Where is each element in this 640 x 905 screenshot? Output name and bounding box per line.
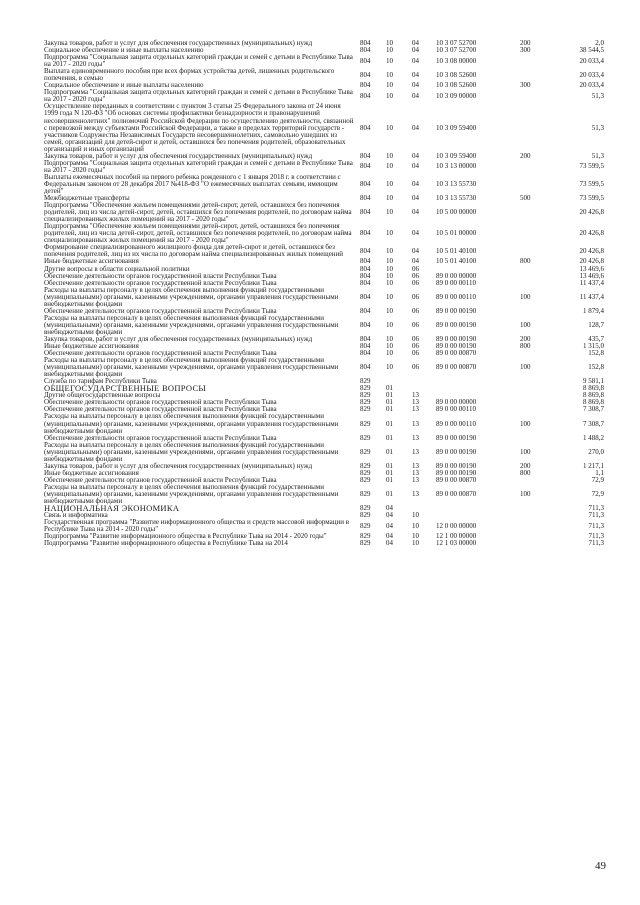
cell-rz: 10: [386, 208, 393, 217]
cell-name: Обеспечение деятельности органов государственной власти Республики Тыва: [44, 271, 277, 280]
cell-sum: 20 033,4: [579, 56, 604, 65]
cell-name: Обеспечение деятельности органов государственной власти Республики Тыва: [44, 306, 277, 315]
cell-rz: 10: [386, 292, 393, 301]
cell-name: Обеспечение деятельности органов государственной власти Республики Тыва: [44, 475, 277, 484]
cell-rz: 10: [386, 334, 393, 343]
cell-vr: 200: [520, 151, 531, 160]
cell-pr: 13: [412, 461, 419, 470]
cell-name: Подпрограмма "Обеспечение жильем помещениями детей-сирот, детей, оставшихся без попечения родителей, лиц из числа детей-сирот, детей, оставшихся без попечения родителей, по договорам найма специализированных жилых помещений на 2017 - 2020 годы": [44, 201, 352, 224]
cell-vr: 500: [520, 194, 531, 203]
cell-vr: 100: [520, 419, 531, 428]
cell-sum: 8 869,8: [583, 384, 604, 393]
cell-pr: 13: [412, 433, 419, 442]
cell-name: Обеспечение деятельности органов государственной власти Республики Тыва: [44, 433, 277, 442]
cell-name: Государственная программа "Развитие информационного общества и средств массовой информации в Республике Тыва на 2014 - 2020 годы": [44, 518, 350, 534]
cell-sum: 20 033,4: [579, 81, 604, 90]
cell-pr: 04: [412, 91, 419, 100]
cell-name: Формирование специализированного жилищного фонда для детей-сирот и детей, оставшихся без попечения родителей, лиц из их числа по договорам найма специализированных жилых помещений: [44, 243, 344, 259]
cell-name: Иные бюджетные ассигнования: [44, 342, 139, 351]
cell-sum: 73 599,5: [579, 194, 604, 203]
cell-rz: 01: [386, 490, 393, 498]
cell-pr: 13: [412, 405, 419, 414]
cell-pr: 04: [412, 257, 419, 266]
cell-sum: 2,0: [595, 39, 604, 47]
cell-rz: 01: [386, 405, 393, 414]
cell-csr: 10 3 08 52600: [436, 70, 477, 79]
cell-name: Обеспечение деятельности органов государственной власти Республики Тыва: [44, 405, 277, 414]
cell-rz: 01: [386, 419, 393, 428]
cell-name: Расходы на выплаты персоналу в целях обеспечения выполнения функций государственными (муниципальными) органами, казенными учреждениями, органами управления государственными внебюджетными фондами: [44, 356, 339, 379]
cell-csr: 89 0 00 00870: [436, 490, 477, 498]
cell-rz: 01: [386, 398, 393, 407]
cell-rz: 10: [386, 162, 393, 171]
cell-csr: 10 3 13 00000: [436, 162, 477, 171]
cell-pr: 06: [412, 334, 419, 343]
cell-csr: 10 5 00 00000: [436, 208, 477, 217]
table-row: [44, 315, 604, 336]
cell-pr: 06: [412, 264, 419, 273]
cell-name: Выплаты ежемесячных пособий на первого ребенка рожденного с 1 января 2018 г. в соответствии с Федеральным законом от 28 декабря 2017 №418-ФЗ "О ежемесячных выплатах семьям, имеющим детей": [44, 172, 341, 195]
cell-csr: 10 3 07 52700: [436, 39, 477, 47]
cell-ved: 804: [360, 162, 371, 171]
cell-name: Социальное обеспечение и иные выплаты населению: [44, 81, 204, 90]
cell-csr: 89 0 00 00190: [436, 461, 477, 470]
cell-csr: 89 0 00 00190: [436, 334, 477, 343]
cell-name: Подпрограмма "Социальная защита отдельных категорий граждан и семей с детьми в Республике Тыва на 2017 - 2020 годы": [44, 158, 353, 174]
cell-sum: 51,3: [591, 91, 604, 100]
cell-csr: 10 3 08 52600: [436, 81, 477, 90]
cell-ved: 829: [360, 377, 371, 386]
cell-sum: 711,3: [588, 504, 604, 513]
cell-rz: 10: [386, 179, 393, 188]
table-row: [44, 484, 604, 505]
cell-sum: 711,3: [588, 521, 604, 530]
cell-sum: 8 869,8: [583, 398, 604, 407]
cell-pr: 06: [412, 349, 419, 358]
cell-name: Закупка товаров, работ и услуг для обеспечения государственных (муниципальных) нужд: [44, 334, 313, 343]
cell-ved: 804: [360, 81, 371, 90]
cell-rz: 10: [386, 151, 393, 160]
cell-name: Социальное обеспечение и иные выплаты населению: [44, 46, 204, 55]
cell-vr: 300: [520, 81, 531, 90]
cell-name: Расходы на выплаты персоналу в целях обеспечения выполнения функций государственными (муниципальными) органами, казенными учреждениями, органами управления государственными внебюджетными фондами: [44, 440, 339, 463]
cell-pr: 13: [412, 490, 419, 498]
cell-vr: 800: [520, 468, 531, 477]
cell-ved: 804: [360, 264, 371, 273]
cell-pr: 13: [412, 475, 419, 484]
cell-pr: 04: [412, 162, 419, 171]
table-row: [44, 54, 604, 68]
cell-pr: 13: [412, 447, 419, 456]
cell-sum: 11 437,4: [579, 278, 604, 287]
cell-name: Иные бюджетные ассигнования: [44, 257, 139, 266]
cell-ved: 804: [360, 349, 371, 358]
cell-rz: 10: [386, 264, 393, 273]
cell-pr: 06: [412, 278, 419, 287]
cell-pr: 06: [412, 306, 419, 315]
cell-csr: 10 5 01 40100: [436, 246, 477, 255]
cell-ved: 829: [360, 504, 371, 513]
cell-rz: 10: [386, 91, 393, 100]
cell-sum: 20 426,8: [579, 257, 604, 266]
cell-csr: 89 0 00 00110: [436, 419, 476, 428]
cell-csr: 12 1 03 00000: [436, 539, 477, 548]
cell-ved: 829: [360, 521, 371, 530]
cell-name: Осуществление переданных в соответствии с пунктом 3 статьи 25 Федерального закона от 24 июня 1999 года N 120-ФЗ "Об основах системы профилактики безнадзорности и правонарушений несовершеннолетних" полномочий Российской Федерации по осуществлению деятельности, связанной с перевозкой между субъектами Российской Федерации, а также в пределах территорий государств - участников Содружества Независимых Государств несовершеннолетних, самовольно ушедших из семей, организаций для детей-сирот и детей, оставшихся без попечения родителей, образовательных организаций и иных организаций: [44, 102, 354, 153]
cell-ved: 829: [360, 539, 371, 548]
table-row: [44, 505, 604, 512]
cell-ved: 804: [360, 306, 371, 315]
cell-sum: 51,3: [591, 123, 604, 132]
cell-csr: 89 0 00 00110: [436, 292, 476, 301]
cell-csr: 89 0 00 00190: [436, 447, 477, 456]
cell-csr: 10 3 13 55730: [436, 179, 477, 188]
table-row: [44, 202, 604, 223]
cell-rz: 10: [386, 70, 393, 79]
cell-pr: 13: [412, 391, 419, 400]
cell-pr: 04: [412, 39, 419, 47]
cell-rz: 10: [386, 257, 393, 266]
cell-ved: 804: [360, 257, 371, 266]
cell-sum: 1 488,2: [583, 433, 604, 442]
cell-name: Закупка товаров, работ и услуг для обеспечения государственных (муниципальных) нужд: [44, 461, 313, 470]
cell-vr: 200: [520, 39, 531, 47]
cell-sum: 73 599,5: [579, 162, 604, 171]
cell-sum: 51,3: [591, 151, 604, 160]
cell-sum: 20 033,4: [579, 70, 604, 79]
cell-name: Подпрограмма "Развитие информационного общества в Республике Тыва на 2014 - 2020 годы": [44, 532, 327, 541]
cell-vr: 800: [520, 342, 531, 351]
cell-csr: 89 0 00 00110: [436, 278, 476, 287]
cell-pr: 04: [412, 81, 419, 90]
cell-sum: 1,1: [595, 468, 604, 477]
cell-pr: 04: [412, 208, 419, 217]
cell-pr: 04: [412, 246, 419, 255]
cell-pr: 04: [412, 46, 419, 55]
cell-rz: 10: [386, 342, 393, 351]
cell-csr: 10 3 07 52700: [436, 46, 477, 55]
cell-ved: 829: [360, 398, 371, 407]
cell-name: Закупка товаров, работ и услуг для обеспечения государственных (муниципальных) нужд: [44, 39, 313, 47]
cell-csr: 10 3 09 59400: [436, 123, 477, 132]
table-row: [44, 442, 604, 463]
cell-sum: 1 879,4: [583, 306, 604, 315]
cell-rz: 10: [386, 306, 393, 315]
table-row: [44, 357, 604, 378]
cell-name: Другие вопросы в области социальной политики: [44, 264, 190, 273]
cell-pr: 04: [412, 151, 419, 160]
cell-name: Подпрограмма "Социальная защита отдельных категорий граждан и семей с детьми в Республике Тыва на 2017 - 2020 годы": [44, 88, 353, 104]
cell-sum: 8 869,8: [583, 391, 604, 400]
cell-rz: 01: [386, 433, 393, 442]
cell-vr: 100: [520, 292, 531, 301]
cell-pr: 04: [412, 123, 419, 132]
cell-pr: 10: [412, 521, 419, 530]
cell-name: Другие общегосударственные вопросы: [44, 391, 161, 400]
cell-sum: 1 217,1: [583, 461, 604, 470]
cell-name: ОБЩЕГОСУДАРСТВЕННЫЕ ВОПРОСЫ: [44, 383, 207, 394]
cell-name: Служба по тарифам Республики Тыва: [44, 377, 157, 386]
cell-name: Закупка товаров, работ и услуг для обеспечения государственных (муниципальных) нужд: [44, 151, 313, 160]
cell-pr: 13: [412, 419, 419, 428]
cell-ved: 829: [360, 468, 371, 477]
cell-rz: 01: [386, 461, 393, 470]
cell-sum: 13 469,6: [579, 264, 604, 273]
cell-pr: 13: [412, 468, 419, 477]
cell-sum: 38 544,5: [579, 46, 604, 55]
cell-pr: 06: [412, 363, 419, 372]
cell-ved: 829: [360, 391, 371, 400]
table-row: [44, 540, 604, 547]
cell-vr: 800: [520, 257, 531, 266]
cell-name: Межбюджетные трансферты: [44, 194, 130, 203]
cell-csr: 10 3 08 00000: [436, 56, 477, 65]
cell-rz: 04: [386, 539, 393, 548]
cell-csr: 89 0 00 00000: [436, 271, 477, 280]
cell-sum: 128,7: [588, 320, 604, 329]
table-row: [44, 244, 604, 258]
cell-pr: 06: [412, 342, 419, 351]
cell-ved: 804: [360, 342, 371, 351]
cell-ved: 829: [360, 405, 371, 414]
table-row: [44, 89, 604, 103]
cell-csr: 89 0 00 00190: [436, 320, 477, 329]
cell-ved: 829: [360, 532, 371, 541]
cell-sum: 152,8: [588, 349, 604, 358]
cell-sum: 152,8: [588, 363, 604, 372]
cell-ved: 804: [360, 39, 371, 47]
cell-ved: 829: [360, 447, 371, 456]
cell-rz: 10: [386, 271, 393, 280]
cell-pr: 06: [412, 320, 419, 329]
cell-sum: 73 599,5: [579, 179, 604, 188]
cell-ved: 804: [360, 194, 371, 203]
cell-vr: 100: [520, 490, 531, 498]
cell-sum: 711,3: [588, 539, 604, 548]
cell-rz: 10: [386, 278, 393, 287]
table-row: [44, 103, 604, 152]
cell-ved: 829: [360, 384, 371, 393]
cell-vr: 100: [520, 363, 531, 372]
cell-rz: 10: [386, 46, 393, 55]
cell-vr: 200: [520, 334, 531, 343]
cell-ved: 804: [360, 334, 371, 343]
cell-rz: 01: [386, 468, 393, 477]
cell-sum: 20 426,8: [579, 208, 604, 217]
cell-vr: 100: [520, 447, 531, 456]
cell-csr: 89 0 00 00870: [436, 349, 477, 358]
cell-ved: 829: [360, 511, 371, 520]
cell-ved: 804: [360, 246, 371, 255]
cell-pr: 06: [412, 271, 419, 280]
table-row: [44, 174, 604, 195]
cell-csr: 12 0 00 00000: [436, 521, 477, 530]
cell-name: НАЦИОНАЛЬНАЯ ЭКОНОМИКА: [44, 503, 180, 514]
cell-rz: 10: [386, 349, 393, 358]
cell-sum: 1 315,0: [583, 342, 604, 351]
cell-pr: 04: [412, 179, 419, 188]
cell-sum: 20 426,8: [579, 246, 604, 255]
cell-name: Расходы на выплаты персоналу в целях обеспечения выполнения функций государственными (муниципальными) органами, казенными учреждениями, органами управления государственными внебюджетными фондами: [44, 313, 339, 336]
cell-ved: 829: [360, 461, 371, 470]
cell-pr: 10: [412, 532, 419, 541]
cell-csr: 10 3 09 59400: [436, 151, 477, 160]
cell-ved: 804: [360, 179, 371, 188]
cell-pr: 13: [412, 398, 419, 407]
cell-name: Обеспечение деятельности органов государственной власти Республики Тыва: [44, 278, 277, 287]
cell-pr: 04: [412, 229, 419, 238]
cell-name: Подпрограмма "Обеспечение жильем помещениями детей-сирот, детей, оставшихся без попечения родителей, лиц из числа детей-сирот, детей, оставшихся без попечения родителей, по договорам найма специализированных жилых помещений на 2017 - 2020 годы": [44, 222, 352, 245]
cell-sum: 72,9: [591, 490, 604, 498]
cell-rz: 10: [386, 123, 393, 132]
cell-ved: 829: [360, 490, 371, 498]
cell-ved: 829: [360, 419, 371, 428]
cell-rz: 01: [386, 384, 393, 393]
cell-rz: 10: [386, 363, 393, 372]
cell-csr: 89 0 00 00190: [436, 306, 477, 315]
cell-name: Обеспечение деятельности органов государственной власти Республики Тыва: [44, 349, 277, 358]
cell-rz: 04: [386, 504, 393, 513]
cell-name: Расходы на выплаты персоналу в целях обеспечения выполнения функций государственными (муниципальными) органами, казенными учреждениями, органами управления государственными внебюджетными фондами: [44, 482, 339, 506]
cell-vr: 200: [520, 461, 531, 470]
cell-ved: 804: [360, 151, 371, 160]
cell-rz: 01: [386, 447, 393, 456]
cell-rz: 04: [386, 532, 393, 541]
cell-rz: 10: [386, 56, 393, 65]
cell-pr: 04: [412, 56, 419, 65]
cell-name: Расходы на выплаты персоналу в целях обеспечения выполнения функций государственными (муниципальными) органами, казенными учреждениями, органами управления государственными внебюджетными фондами: [44, 412, 339, 435]
cell-rz: 04: [386, 521, 393, 530]
cell-pr: 10: [412, 511, 419, 520]
cell-ved: 804: [360, 46, 371, 55]
cell-rz: 01: [386, 391, 393, 400]
cell-sum: 13 469,6: [579, 271, 604, 280]
cell-ved: 804: [360, 123, 371, 132]
cell-sum: 711,3: [588, 532, 604, 541]
cell-csr: 10 5 01 40100: [436, 257, 477, 266]
cell-sum: 435,7: [588, 334, 604, 343]
cell-ved: 829: [360, 433, 371, 442]
cell-csr: 10 3 09 00000: [436, 91, 477, 100]
cell-ved: 804: [360, 208, 371, 217]
cell-rz: 01: [386, 475, 393, 484]
cell-rz: 10: [386, 320, 393, 329]
cell-rz: 10: [386, 81, 393, 90]
cell-ved: 804: [360, 278, 371, 287]
cell-csr: 89 0 00 00190: [436, 433, 477, 442]
cell-pr: 10: [412, 539, 419, 548]
cell-name: Выплата единовременного пособия при всех формах устройства детей, лишенных родительского попечения, в семью: [44, 67, 335, 83]
cell-sum: 72,9: [591, 475, 604, 484]
cell-csr: 89 0 00 00000: [436, 398, 477, 407]
cell-ved: 804: [360, 229, 371, 238]
cell-csr: 89 0 00 00190: [436, 468, 477, 477]
cell-rz: 04: [386, 511, 393, 520]
cell-sum: 20 426,8: [579, 229, 604, 238]
cell-vr: 100: [520, 320, 531, 329]
cell-vr: 300: [520, 46, 531, 55]
cell-ved: 804: [360, 292, 371, 301]
table-row: [44, 519, 604, 533]
table-row: [44, 413, 604, 434]
cell-ved: 804: [360, 320, 371, 329]
cell-csr: 10 5 01 00000: [436, 229, 477, 238]
cell-csr: 10 3 13 55730: [436, 194, 477, 203]
cell-name: Расходы на выплаты персоналу в целях обеспечения выполнения функций государственными (муниципальными) органами, казенными учреждениями, органами управления государственными внебюджетными фондами: [44, 285, 339, 308]
cell-rz: 10: [386, 246, 393, 255]
table-row: [44, 68, 604, 82]
cell-ved: 804: [360, 56, 371, 65]
cell-csr: 89 0 00 00870: [436, 363, 477, 372]
cell-name: Связь и информатика: [44, 511, 108, 520]
cell-rz: 10: [386, 194, 393, 203]
cell-name: Подпрограмма "Развитие информационного общества в Республике Тыва на 2014: [44, 539, 288, 548]
cell-ved: 804: [360, 70, 371, 79]
cell-csr: 12 1 00 00000: [436, 532, 477, 541]
cell-name: Обеспечение деятельности органов государственной власти Республики Тыва: [44, 398, 277, 407]
cell-rz: 10: [386, 229, 393, 238]
table-row: [44, 287, 604, 308]
cell-pr: 04: [412, 194, 419, 203]
cell-csr: 89 0 00 00110: [436, 405, 476, 414]
cell-rz: 10: [386, 39, 393, 47]
cell-pr: 06: [412, 292, 419, 301]
cell-sum: 711,3: [588, 511, 604, 520]
cell-sum: 9 581,1: [583, 377, 604, 386]
cell-sum: 270,0: [588, 447, 604, 456]
cell-ved: 804: [360, 363, 371, 372]
cell-csr: 89 0 00 00190: [436, 342, 477, 351]
cell-csr: 89 0 00 00870: [436, 475, 477, 484]
table-row: [44, 223, 604, 244]
cell-sum: 7 308,7: [583, 405, 604, 414]
cell-ved: 804: [360, 91, 371, 100]
cell-sum: 7 308,7: [583, 419, 604, 428]
cell-name: Иные бюджетные ассигнования: [44, 468, 139, 477]
cell-ved: 804: [360, 271, 371, 280]
cell-sum: 11 437,4: [579, 292, 604, 301]
budget-table: [44, 40, 604, 547]
cell-ved: 829: [360, 475, 371, 484]
page-number: 49: [595, 860, 606, 872]
cell-name: Подпрограмма "Социальная защита отдельных категорий граждан и семей с детьми в Республике Тыва на 2017 - 2020 годы": [44, 53, 353, 69]
table-row: [44, 160, 604, 174]
cell-pr: 04: [412, 70, 419, 79]
